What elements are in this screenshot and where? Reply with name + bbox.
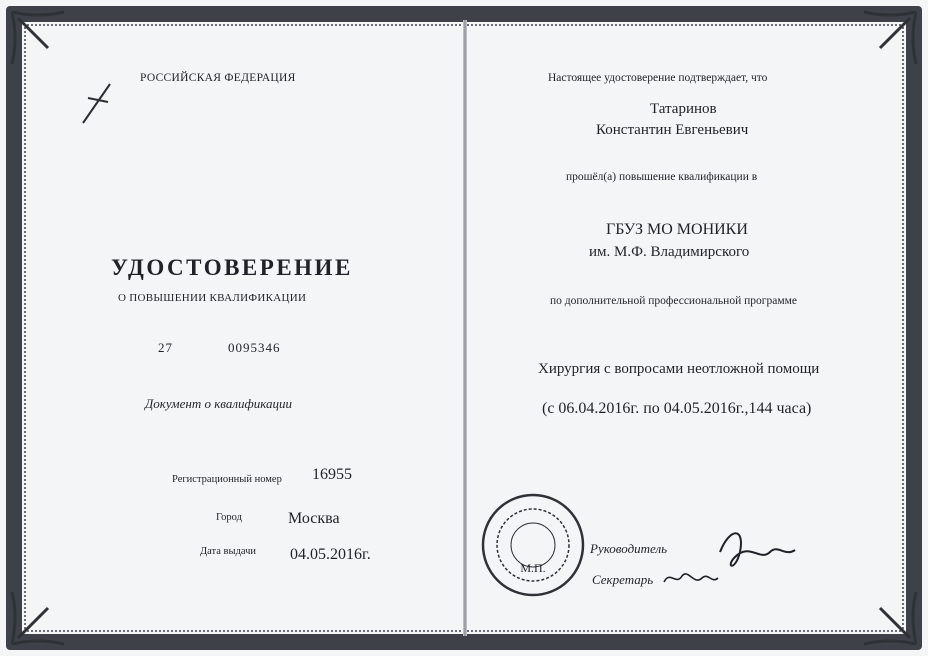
program-name: Хирургия с вопросами неотложной помощи [538,361,820,377]
training-period: (с 06.04.2016г. по 04.05.2016г.,144 часа) [542,400,812,417]
city-label: Город [216,512,242,523]
registration-number: 16955 [312,466,352,483]
country-name: РОССИЙСКАЯ ФЕДЕРАЦИЯ [140,72,296,84]
stamp-text: М.П. [520,561,546,575]
official-stamp [468,490,598,600]
secretary-label: Секретарь [592,572,654,587]
intro-text: Настоящее удостоверение подтверждает, что [548,72,768,84]
passed-text: прошёл(а) повышение квалификации в [566,171,758,183]
head-label: Руководитель [590,541,668,556]
corner-ornament-bottom-left [8,588,68,648]
certificate-title: УДОСТОВЕРЕНИЕ [111,255,353,280]
city-value: Москва [288,510,340,527]
secretary-signature [660,566,720,590]
head-signature [710,522,800,582]
program-label: по дополнительной профессиональной программе [550,295,797,307]
holder-surname: Татаринов [650,101,717,117]
corner-ornament-bottom-right [860,588,920,648]
certificate-number: 0095346 [228,340,281,355]
pen-mark [78,78,118,128]
certificate-series: 27 [158,340,173,355]
document-type: Документ о квалификации [145,396,292,411]
holder-given-names: Константин Евгеньевич [596,122,749,138]
organization-named-after: им. М.Ф. Владимирского [589,244,750,260]
issue-date-value: 04.05.2016г. [290,546,371,563]
registration-label: Регистрационный номер [172,474,282,485]
organization-name: ГБУЗ МО МОНИКИ [606,221,748,238]
certificate-subtitle: О ПОВЫШЕНИИ КВАЛИФИКАЦИИ [118,292,307,304]
issue-date-label: Дата выдачи [200,546,257,557]
corner-ornament-top-left [8,8,68,68]
page-fold [463,20,467,636]
corner-ornament-top-right [860,8,920,68]
